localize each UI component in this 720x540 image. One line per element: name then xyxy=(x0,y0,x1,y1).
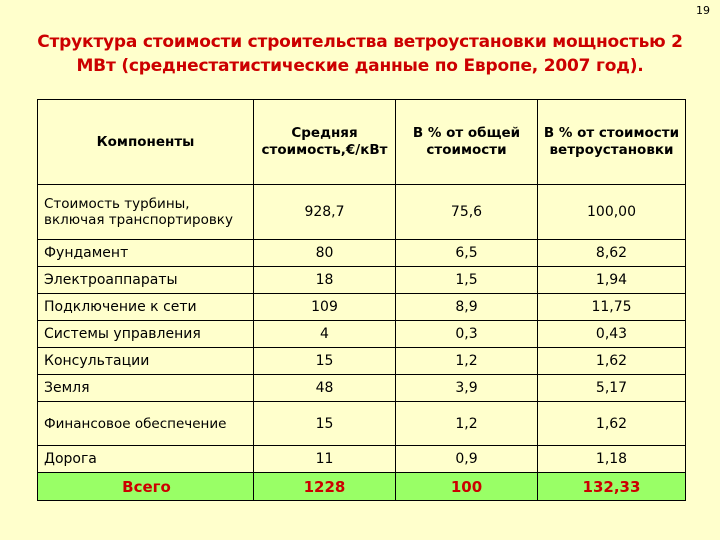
row-name: Финансовое обеспечение xyxy=(38,402,254,446)
row-name: Земля xyxy=(38,375,254,402)
table-row xyxy=(38,402,686,446)
row-pct-turbine: 11,75 xyxy=(538,294,686,321)
header-avg-cost: Средняя стоимость,€/кВт xyxy=(254,100,396,185)
table-row xyxy=(38,294,686,321)
row-pct-total: 1,2 xyxy=(396,348,538,375)
total-label: Всего xyxy=(38,473,254,501)
row-pct-turbine: 8,62 xyxy=(538,240,686,267)
row-cost: 109 xyxy=(254,294,396,321)
row-pct-total: 1,5 xyxy=(396,267,538,294)
table-row xyxy=(38,375,686,402)
row-cost: 80 xyxy=(254,240,396,267)
row-pct-turbine: 1,94 xyxy=(538,267,686,294)
row-name: Стоимость турбины, включая транспортировку xyxy=(38,185,254,240)
table-row xyxy=(38,321,686,348)
row-pct-total: 6,5 xyxy=(396,240,538,267)
row-name: Подключение к сети xyxy=(38,294,254,321)
row-cost: 48 xyxy=(254,375,396,402)
title-line-2: МВт (среднестатистические данные по Европе, 2007 год). xyxy=(76,56,644,76)
row-pct-total: 0,3 xyxy=(396,321,538,348)
row-name: Электроаппараты xyxy=(38,267,254,294)
row-pct-total: 0,9 xyxy=(396,446,538,473)
row-pct-turbine: 0,43 xyxy=(538,321,686,348)
row-pct-total: 75,6 xyxy=(396,185,538,240)
total-cost: 1228 xyxy=(254,473,396,501)
total-pct-total: 100 xyxy=(396,473,538,501)
table-total-row xyxy=(38,473,686,501)
row-name: Фундамент xyxy=(38,240,254,267)
row-cost: 928,7 xyxy=(254,185,396,240)
row-cost: 15 xyxy=(254,402,396,446)
header-pct-total: В % от общей стоимости xyxy=(396,100,538,185)
table-header-row xyxy=(38,100,686,185)
row-pct-turbine: 1,62 xyxy=(538,348,686,375)
row-cost: 18 xyxy=(254,267,396,294)
row-pct-total: 1,2 xyxy=(396,402,538,446)
table-row xyxy=(38,240,686,267)
table-row xyxy=(38,446,686,473)
table-row xyxy=(38,267,686,294)
row-cost: 4 xyxy=(254,321,396,348)
row-pct-turbine: 5,17 xyxy=(538,375,686,402)
row-pct-total: 3,9 xyxy=(396,375,538,402)
row-pct-turbine: 1,62 xyxy=(538,402,686,446)
row-name: Консультации xyxy=(38,348,254,375)
row-pct-total: 8,9 xyxy=(396,294,538,321)
row-name: Системы управления xyxy=(38,321,254,348)
row-pct-turbine: 1,18 xyxy=(538,446,686,473)
table-row xyxy=(38,185,686,240)
row-cost: 15 xyxy=(254,348,396,375)
cost-structure-table xyxy=(37,99,686,501)
title-line-1: Структура стоимости строительства ветроустановки мощностью 2 xyxy=(37,32,683,52)
row-pct-turbine: 100,00 xyxy=(538,185,686,240)
row-name: Дорога xyxy=(38,446,254,473)
header-pct-turbine: В % от стоимости ветроустановки xyxy=(538,100,686,185)
page-number: 19 xyxy=(696,4,710,17)
header-components: Компоненты xyxy=(38,100,254,185)
table-row xyxy=(38,348,686,375)
page-title xyxy=(30,30,690,78)
row-cost: 11 xyxy=(254,446,396,473)
total-pct-turbine: 132,33 xyxy=(538,473,686,501)
